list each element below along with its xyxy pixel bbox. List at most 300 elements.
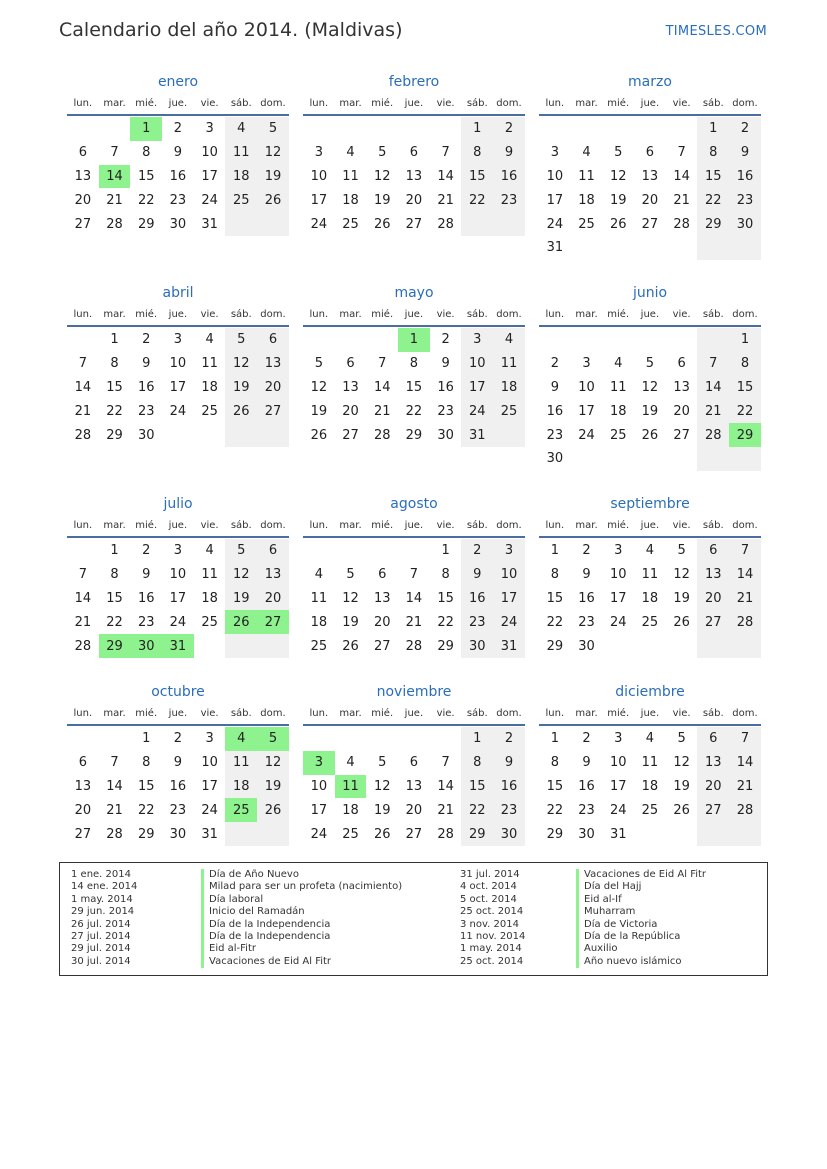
month-name: noviembre (376, 684, 452, 700)
weekday-label: sáb. (230, 97, 252, 109)
weekday-label: lun. (73, 519, 93, 531)
day-cell: 20 (405, 192, 423, 208)
day-cell: 20 (673, 403, 690, 419)
weekday-label: sáb. (702, 519, 724, 531)
legend-right-dates (460, 869, 525, 968)
weekday-label: mié. (607, 519, 630, 531)
empty-day-cell (571, 117, 603, 141)
day-cell: 13 (405, 778, 423, 794)
day-cell: 15 (461, 165, 493, 189)
day-cell: 18 (201, 590, 218, 606)
day-cell: 10 (201, 145, 218, 161)
day-grid (303, 539, 525, 658)
day-cell: 28 (74, 427, 92, 443)
day-cell: 9 (493, 751, 525, 775)
weekday-header (539, 92, 761, 116)
day-cell: 28 (697, 423, 729, 447)
month-name: julio (163, 496, 193, 512)
month-name: junio (632, 285, 668, 301)
day-cell: 15 (729, 376, 761, 400)
empty-day-cell (366, 328, 398, 352)
day-cell: 22 (461, 188, 493, 212)
day-cell: 11 (225, 141, 257, 165)
month-name: diciembre (615, 684, 685, 700)
holiday-day-cell: 30 (130, 634, 162, 658)
day-cell: 24 (546, 216, 564, 232)
day-cell: 12 (257, 751, 289, 775)
day-cell: 24 (169, 614, 187, 630)
legend-date: 1 may. 2014 (460, 943, 522, 955)
day-cell: 27 (405, 826, 423, 842)
day-cell: 29 (106, 427, 123, 443)
day-cell: 4 (582, 145, 591, 161)
legend-holiday-name: Vacaciones de Eid Al Fitr (576, 869, 706, 881)
weekday-label: mié. (371, 707, 394, 719)
day-cell: 23 (169, 192, 187, 208)
month-name: octubre (151, 684, 205, 700)
day-cell: 17 (493, 587, 525, 611)
empty-day-cell (729, 447, 761, 471)
empty-day-cell (493, 423, 525, 447)
weekday-label: dom. (496, 519, 522, 531)
weekday-label: lun. (309, 519, 329, 531)
weekday-label: mar. (103, 308, 126, 320)
brand-logo-text[interactable]: TIMESLES.COM (665, 24, 767, 39)
day-cell: 4 (645, 543, 655, 559)
empty-day-cell (729, 634, 761, 658)
weekday-label: jue. (404, 707, 424, 719)
day-cell: 10 (609, 567, 627, 583)
day-cell: 5 (257, 117, 289, 141)
day-cell: 1 (441, 543, 450, 559)
day-cell: 20 (74, 802, 92, 818)
day-cell: 10 (310, 778, 328, 794)
day-cell: 24 (609, 802, 627, 818)
day-cell: 30 (578, 638, 595, 654)
empty-day-cell (303, 117, 335, 141)
empty-day-cell (539, 117, 571, 141)
legend-date: 5 oct. 2014 (460, 893, 517, 905)
day-cell: 23 (578, 614, 595, 630)
weekday-label: vie. (672, 308, 691, 320)
day-cell: 10 (493, 563, 525, 587)
day-cell: 2 (142, 543, 151, 559)
day-cell: 26 (641, 427, 659, 443)
day-cell: 10 (461, 352, 493, 376)
day-cell: 18 (342, 802, 359, 818)
day-cell: 19 (373, 802, 391, 818)
day-cell: 9 (461, 563, 493, 587)
day-cell: 18 (225, 165, 257, 189)
day-cell: 20 (373, 614, 391, 630)
day-cell: 19 (641, 403, 659, 419)
day-cell: 23 (137, 403, 155, 419)
empty-day-cell (366, 727, 398, 751)
day-cell: 21 (106, 192, 123, 208)
day-cell: 2 (493, 117, 525, 141)
day-cell: 7 (78, 567, 87, 583)
empty-day-cell (67, 117, 99, 141)
weekday-label: mié. (135, 707, 158, 719)
holiday-day-cell: 29 (729, 423, 761, 447)
empty-day-cell (303, 727, 335, 751)
day-cell: 4 (225, 117, 257, 141)
empty-day-cell (398, 539, 430, 563)
day-cell: 13 (342, 379, 359, 395)
legend-date: 1 may. 2014 (71, 893, 133, 905)
day-cell: 22 (137, 192, 155, 208)
day-cell: 29 (137, 826, 155, 842)
day-grid (67, 117, 289, 236)
day-cell: 17 (461, 376, 493, 400)
weekday-label: vie. (672, 519, 691, 531)
day-cell: 3 (173, 543, 183, 559)
day-cell: 21 (673, 192, 690, 208)
day-cell: 3 (493, 539, 525, 563)
empty-day-cell (67, 539, 99, 563)
empty-day-cell (257, 634, 289, 658)
day-cell: 3 (461, 328, 493, 352)
weekday-label: mié. (607, 97, 630, 109)
day-cell: 18 (641, 778, 659, 794)
day-cell: 21 (74, 403, 92, 419)
day-cell: 17 (169, 379, 187, 395)
weekday-label: mar. (575, 308, 598, 320)
day-cell: 18 (342, 192, 359, 208)
weekday-header (303, 702, 525, 726)
day-grid (539, 539, 761, 658)
empty-day-cell (257, 212, 289, 236)
day-cell: 7 (110, 145, 119, 161)
day-cell: 19 (310, 403, 328, 419)
weekday-label: sáb. (466, 308, 488, 320)
day-cell: 8 (142, 755, 151, 771)
day-cell: 21 (729, 775, 761, 799)
legend-holiday-name: Inicio del Ramadán (201, 906, 402, 918)
day-cell: 22 (106, 614, 123, 630)
empty-day-cell (194, 423, 226, 447)
day-cell: 23 (493, 798, 525, 822)
day-cell: 14 (729, 751, 761, 775)
empty-day-cell (729, 236, 761, 260)
empty-day-cell (602, 447, 634, 471)
day-cell: 17 (609, 590, 627, 606)
weekday-label: sáb. (466, 707, 488, 719)
holiday-day-cell: 29 (99, 634, 131, 658)
empty-day-cell (571, 447, 603, 471)
day-cell: 12 (225, 563, 257, 587)
day-cell: 3 (314, 145, 323, 161)
empty-day-cell (430, 727, 462, 751)
day-grid (539, 727, 761, 846)
day-cell: 10 (546, 168, 564, 184)
legend-left-names (201, 869, 402, 968)
holiday-day-cell: 1 (130, 117, 162, 141)
day-cell: 12 (225, 352, 257, 376)
day-cell: 16 (578, 590, 595, 606)
holiday-day-cell: 14 (99, 165, 131, 189)
day-cell: 12 (641, 379, 659, 395)
day-cell: 26 (673, 614, 690, 630)
empty-day-cell (366, 117, 398, 141)
day-cell: 7 (409, 567, 419, 583)
day-cell: 6 (257, 328, 289, 352)
weekday-header (303, 92, 525, 116)
day-cell: 26 (373, 826, 391, 842)
day-cell: 6 (78, 755, 87, 771)
empty-day-cell (602, 634, 634, 658)
day-cell: 30 (546, 451, 564, 467)
day-cell: 26 (257, 188, 289, 212)
day-cell: 24 (609, 614, 627, 630)
empty-day-cell (398, 117, 430, 141)
day-cell: 16 (169, 778, 187, 794)
legend-holiday-name: Milad para ser un profeta (nacimiento) (201, 881, 402, 893)
day-cell: 10 (578, 379, 595, 395)
day-cell: 9 (550, 379, 559, 395)
day-cell: 25 (310, 638, 328, 654)
empty-day-cell (194, 634, 226, 658)
empty-day-cell (493, 212, 525, 236)
empty-day-cell (225, 212, 257, 236)
day-cell: 4 (614, 356, 623, 372)
day-cell: 24 (578, 427, 595, 443)
day-cell: 31 (201, 216, 218, 232)
day-cell: 26 (310, 427, 328, 443)
day-cell: 11 (641, 567, 659, 583)
day-cell: 28 (373, 427, 391, 443)
day-cell: 6 (257, 539, 289, 563)
empty-day-cell (335, 539, 367, 563)
weekday-label: jue. (404, 308, 424, 320)
legend-holiday-name: Año nuevo islámico (576, 956, 706, 968)
day-cell: 19 (373, 192, 391, 208)
day-cell: 5 (378, 755, 387, 771)
day-cell: 12 (609, 168, 627, 184)
day-cell: 7 (729, 727, 761, 751)
legend-date: 29 jun. 2014 (71, 906, 135, 918)
day-cell: 8 (461, 141, 493, 165)
holiday-legend (59, 862, 768, 976)
day-cell: 2 (493, 727, 525, 751)
empty-day-cell (162, 423, 194, 447)
day-cell: 27 (697, 798, 729, 822)
weekday-header (539, 303, 761, 327)
day-cell: 22 (697, 188, 729, 212)
weekday-label: vie. (436, 97, 455, 109)
day-cell: 19 (342, 614, 359, 630)
legend-holiday-name: Día de la Independencia (201, 931, 402, 943)
weekday-label: mié. (607, 308, 630, 320)
day-cell: 8 (110, 567, 119, 583)
weekday-label: mié. (607, 707, 630, 719)
holiday-day-cell: 5 (257, 727, 289, 751)
empty-day-cell (634, 447, 666, 471)
day-cell: 2 (582, 731, 591, 747)
legend-date: 14 ene. 2014 (71, 881, 138, 893)
empty-day-cell (634, 236, 666, 260)
day-cell: 5 (378, 145, 387, 161)
month-name: febrero (388, 74, 440, 90)
empty-day-cell (666, 328, 698, 352)
legend-date: 25 oct. 2014 (460, 906, 524, 918)
weekday-label: mar. (575, 519, 598, 531)
holiday-day-cell: 11 (335, 775, 367, 799)
day-cell: 15 (461, 775, 493, 799)
empty-day-cell (697, 822, 729, 846)
month-diciembre (539, 684, 761, 846)
day-cell: 13 (74, 778, 92, 794)
weekday-label: mar. (575, 97, 598, 109)
day-cell: 29 (546, 638, 564, 654)
day-cell: 23 (493, 188, 525, 212)
weekday-label: vie. (436, 519, 455, 531)
day-cell: 1 (550, 543, 559, 559)
day-cell: 29 (697, 212, 729, 236)
weekday-label: dom. (732, 519, 758, 531)
legend-holiday-name: Día de Victoria (576, 919, 706, 931)
weekday-label: mié. (371, 97, 394, 109)
day-cell: 4 (645, 731, 655, 747)
holiday-day-cell: 25 (225, 798, 257, 822)
day-cell: 25 (641, 802, 659, 818)
day-cell: 5 (645, 356, 655, 372)
day-cell: 13 (697, 563, 729, 587)
day-cell: 15 (106, 379, 123, 395)
day-cell: 8 (110, 356, 119, 372)
day-cell: 21 (437, 192, 454, 208)
empty-day-cell (225, 423, 257, 447)
day-cell: 14 (729, 563, 761, 587)
day-cell: 8 (550, 567, 559, 583)
weekday-label: lun. (309, 97, 329, 109)
weekday-label: mar. (339, 308, 362, 320)
day-cell: 1 (110, 332, 119, 348)
day-cell: 24 (310, 826, 328, 842)
weekday-header (539, 514, 761, 538)
weekday-label: sáb. (230, 308, 252, 320)
legend-holiday-name: Eid al-If (576, 894, 706, 906)
day-cell: 7 (729, 539, 761, 563)
day-cell: 16 (461, 587, 493, 611)
legend-holiday-name: Día de Año Nuevo (201, 869, 402, 881)
day-cell: 12 (373, 778, 391, 794)
weekday-label: sáb. (466, 97, 488, 109)
day-cell: 14 (437, 778, 454, 794)
day-cell: 11 (201, 356, 218, 372)
day-cell: 4 (205, 332, 214, 348)
day-cell: 19 (225, 376, 257, 400)
day-cell: 19 (673, 778, 690, 794)
day-cell: 19 (609, 192, 627, 208)
weekday-label: dom. (496, 97, 522, 109)
day-cell: 1 (461, 117, 493, 141)
day-cell: 12 (257, 141, 289, 165)
month-mayo (303, 285, 525, 447)
weekday-label: mar. (339, 707, 362, 719)
weekday-label: lun. (545, 519, 565, 531)
legend-holiday-name: Día laboral (201, 894, 402, 906)
day-cell: 2 (173, 121, 183, 137)
empty-day-cell (729, 822, 761, 846)
day-cell: 11 (578, 168, 595, 184)
day-cell: 20 (257, 376, 289, 400)
weekday-label: lun. (309, 308, 329, 320)
empty-day-cell (461, 212, 493, 236)
day-cell: 30 (169, 216, 187, 232)
weekday-label: sáb. (702, 707, 724, 719)
holiday-day-cell: 26 (225, 610, 257, 634)
day-cell: 16 (729, 165, 761, 189)
day-cell: 9 (582, 567, 591, 583)
day-cell: 16 (169, 168, 187, 184)
day-cell: 5 (225, 328, 257, 352)
legend-date: 29 jul. 2014 (71, 943, 131, 955)
holiday-day-cell: 27 (257, 610, 289, 634)
day-cell: 4 (314, 567, 323, 583)
day-cell: 20 (342, 403, 359, 419)
day-cell: 23 (437, 403, 454, 419)
day-cell: 12 (373, 168, 391, 184)
month-name: abril (162, 285, 194, 301)
day-cell: 15 (546, 778, 564, 794)
day-cell: 8 (550, 755, 559, 771)
empty-day-cell (634, 328, 666, 352)
day-cell: 7 (78, 356, 87, 372)
day-cell: 22 (106, 403, 123, 419)
day-cell: 1 (142, 731, 151, 747)
weekday-label: vie. (200, 97, 219, 109)
day-cell: 9 (441, 356, 450, 372)
day-cell: 16 (546, 403, 564, 419)
weekday-label: mié. (135, 97, 158, 109)
day-cell: 7 (441, 145, 450, 161)
day-cell: 1 (110, 543, 119, 559)
weekday-label: dom. (260, 97, 286, 109)
day-cell: 25 (201, 403, 218, 419)
weekday-label: mié. (135, 519, 158, 531)
weekday-label: sáb. (702, 308, 724, 320)
day-cell: 23 (546, 427, 564, 443)
weekday-label: dom. (496, 707, 522, 719)
empty-day-cell (666, 117, 698, 141)
empty-day-cell (697, 328, 729, 352)
day-cell: 18 (578, 192, 595, 208)
day-cell: 13 (641, 168, 659, 184)
day-cell: 28 (437, 826, 454, 842)
day-cell: 16 (137, 379, 155, 395)
day-cell: 4 (346, 145, 355, 161)
day-cell: 23 (578, 802, 595, 818)
empty-day-cell (602, 236, 634, 260)
weekday-label: vie. (200, 519, 219, 531)
weekday-label: sáb. (702, 97, 724, 109)
empty-day-cell (335, 727, 367, 751)
day-cell: 1 (550, 731, 559, 747)
day-cell: 11 (310, 590, 328, 606)
day-cell: 16 (578, 778, 595, 794)
day-cell: 30 (437, 427, 454, 443)
day-cell: 16 (493, 165, 525, 189)
day-cell: 25 (342, 216, 359, 232)
weekday-label: vie. (200, 308, 219, 320)
empty-day-cell (257, 423, 289, 447)
empty-day-cell (571, 328, 603, 352)
day-cell: 5 (346, 567, 355, 583)
day-cell: 12 (673, 755, 690, 771)
day-cell: 18 (201, 379, 218, 395)
weekday-label: mar. (339, 97, 362, 109)
